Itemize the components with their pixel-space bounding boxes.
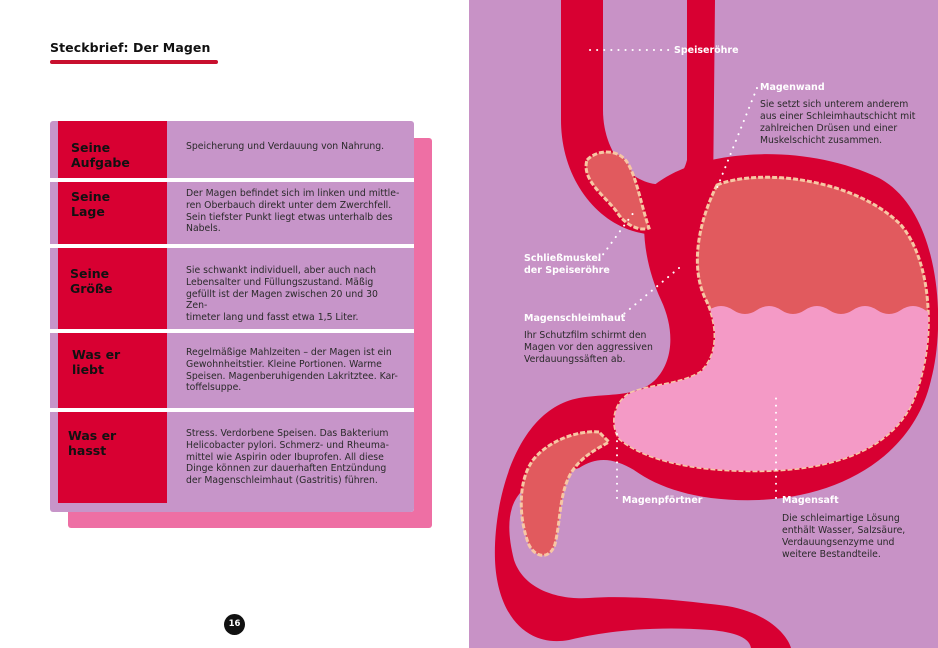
row-aufgabe: [50, 127, 414, 178]
row-label-box: [58, 127, 167, 178]
row-label-box: [58, 182, 167, 244]
row-text: Stress. Verdorbene Speisen. Das Bakterium Helicobacter pylori. Schmerz- und Rheuma- mittel wie Aspirin oder Ibuprofen. All diese Dinge können zur dauerhaften Entzündung der Magenschleimhaut (Gastritis) führen.: [186, 428, 389, 487]
row-liebt: [50, 333, 414, 408]
label-magensaft: Magensaft: [782, 495, 839, 506]
row-label: Was er liebt: [72, 347, 121, 377]
row-text: Speicherung und Verdauung von Nahrung.: [186, 141, 385, 152]
label-magenschleimhaut: Magenschleimhaut: [524, 313, 626, 324]
desc-magenschleimhaut: Ihr Schutzfilm schirmt den Magen vor den aggressiven Verdauungssäften ab.: [524, 330, 653, 365]
row-label-box: [58, 333, 167, 408]
page-title: Steckbrief: Der Magen: [50, 40, 211, 55]
label-schliessmuskel: Schließmuskel der Speiseröhre: [524, 253, 610, 276]
row-label: Was er hasst: [68, 428, 117, 458]
row-label: Seine Aufgabe: [71, 140, 130, 170]
row-text: Der Magen befindet sich im linken und mittle- ren Oberbauch direkt unter dem Zwerchfell. Sein tiefster Punkt liegt etwas unterhalb des Nabels.: [186, 188, 400, 235]
page-number: 16: [224, 614, 245, 635]
label-speiseroehre: Speiseröhre: [674, 45, 739, 56]
row-lage: [50, 182, 414, 244]
row-label-box: [58, 412, 167, 503]
title-underline: [50, 60, 218, 64]
row-label: Seine Lage: [71, 189, 111, 219]
profile-card: [50, 121, 414, 512]
row-hasst: [50, 412, 414, 512]
row-text: Regelmäßige Mahlzeiten – der Magen ist ein Gewohnheitstier. Kleine Portionen. Warme Speisen. Magenberuhigenden Lakritztee. Kar- toffelsuppe.: [186, 347, 398, 394]
label-magenpfoertner: Magenpförtner: [622, 495, 703, 506]
desc-magenwand: Sie setzt sich unterem anderem aus einer Schleimhautschicht mit zahlreichen Drüsen und einer Muskelschicht zusammen.: [760, 99, 916, 146]
label-magenwand: Magenwand: [760, 82, 825, 93]
right-page: [469, 0, 938, 648]
row-label-box: [58, 248, 167, 329]
row-groesse: [50, 248, 414, 329]
desc-magensaft: Die schleimartige Lösung enthält Wasser, Salzsäure, Verdauungsenzyme und weitere Bestandteile.: [782, 513, 906, 560]
row-label: Seine Größe: [70, 266, 113, 296]
row-text: Sie schwankt individuell, aber auch nach Lebensalter und Füllungszustand. Mäßig gefüllt ist der Magen zwischen 20 und 30 Zen- timeter lang und fasst etwa 1,5 Liter.: [186, 265, 378, 324]
